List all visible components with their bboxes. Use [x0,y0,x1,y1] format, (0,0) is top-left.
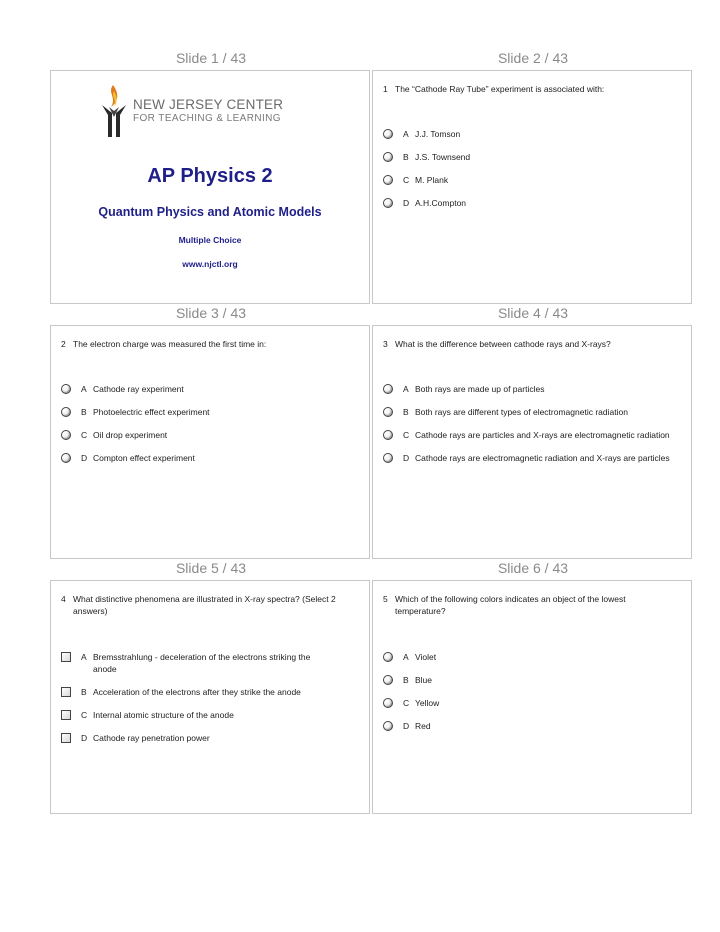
slide-label: Slide 2 / 43 [497,50,569,66]
option-text: J.S. Townsend [415,152,471,162]
checkbox-icon[interactable] [61,687,71,697]
option-text: Blue [415,675,433,685]
option-a[interactable] [61,651,359,675]
slide-1-title [50,70,370,304]
option-letter: C [81,430,88,440]
option-b[interactable] [61,686,359,698]
option-b[interactable] [383,406,681,418]
options-list [383,128,681,220]
option-letter: B [403,675,409,685]
option-text: Cathode rays are particles and X-rays are electromagnetic radiation [415,430,670,440]
option-d[interactable] [383,197,681,209]
option-letter: D [403,453,410,463]
option-letter: B [81,687,87,697]
option-text: Both rays are made up of particles [415,384,545,394]
radio-icon[interactable] [383,152,393,162]
option-a[interactable] [61,383,359,395]
logo-line-1: NEW JERSEY CENTER [133,97,284,112]
question-text: The “Cathode Ray Tube” experiment is associated with: [395,84,605,94]
question-text: What is the difference between cathode rays and X-rays? [395,339,611,349]
option-text: Bremsstrahlung - deceleration of the electrons striking the anode [93,652,311,674]
option-letter: A [81,384,87,394]
option-b[interactable] [61,406,359,418]
question-number: 3 [383,339,388,349]
option-a[interactable] [383,128,681,140]
option-letter: A [81,652,87,662]
slide-6 [372,580,692,814]
slide-label: Slide 3 / 43 [175,305,247,321]
question [383,338,681,350]
option-letter: D [403,721,410,731]
option-d[interactable] [383,720,681,732]
option-text: Yellow [415,698,440,708]
slide-label: Slide 6 / 43 [497,560,569,576]
option-text: M. Plank [415,175,449,185]
option-text: J.J. Tomson [415,129,461,139]
radio-icon[interactable] [61,453,71,463]
option-letter: A [403,129,409,139]
option-letter: C [403,430,410,440]
option-text: Cathode ray experiment [93,384,184,394]
radio-icon[interactable] [383,384,393,394]
radio-icon[interactable] [383,175,393,185]
website-link[interactable]: www.njctl.org [182,259,238,269]
option-letter: C [403,698,410,708]
slide-label: Slide 4 / 43 [497,305,569,321]
option-d[interactable] [383,452,681,464]
radio-icon[interactable] [383,198,393,208]
option-letter: A [403,384,409,394]
question [383,83,681,95]
logo-line-2: FOR TEACHING & LEARNING [133,113,281,124]
slide-4 [372,325,692,559]
options-list [383,651,681,743]
option-letter: D [81,733,88,743]
option-letter: A [403,652,409,662]
radio-icon[interactable] [383,675,393,685]
option-c[interactable] [61,709,359,721]
slide-label: Slide 1 / 43 [175,50,247,66]
njctl-logo [99,83,299,139]
radio-icon[interactable] [61,407,71,417]
question-number: 2 [61,339,66,349]
option-c[interactable] [61,429,359,441]
option-text: Cathode ray penetration power [93,733,210,743]
option-c[interactable] [383,174,681,186]
option-text: Oil drop experiment [93,430,168,440]
option-text: Cathode rays are electromagnetic radiation and X-rays are particles [415,453,670,463]
slide-5 [50,580,370,814]
option-text: Red [415,721,431,731]
question-text: What distinctive phenomena are illustrated in X-ray spectra? (Select 2 answers) [73,594,336,616]
option-letter: B [81,407,87,417]
page-subtitle: Quantum Physics and Atomic Models [98,205,322,219]
option-a[interactable] [383,383,681,395]
option-d[interactable] [61,732,359,744]
question [61,593,359,617]
radio-icon[interactable] [383,407,393,417]
option-letter: B [403,152,409,162]
checkbox-icon[interactable] [61,652,71,662]
radio-icon[interactable] [61,384,71,394]
option-text: Internal atomic structure of the anode [93,710,234,720]
options-list [383,383,681,475]
question-type: Multiple Choice [178,235,242,245]
question-number: 4 [61,594,66,604]
option-letter: C [81,710,88,720]
option-b[interactable] [383,674,681,686]
question-text: Which of the following colors indicates an object of the lowest temperature? [395,594,626,616]
option-text: Both rays are different types of electromagnetic radiation [415,407,628,417]
radio-icon[interactable] [383,430,393,440]
question [61,338,359,350]
slide-label: Slide 5 / 43 [175,560,247,576]
radio-icon[interactable] [61,430,71,440]
option-letter: C [403,175,410,185]
options-list [61,651,359,755]
slide-2 [372,70,692,304]
radio-icon[interactable] [383,453,393,463]
radio-icon[interactable] [383,129,393,139]
option-letter: D [81,453,88,463]
question-number: 5 [383,594,388,604]
checkbox-icon[interactable] [61,733,71,743]
checkbox-icon[interactable] [61,710,71,720]
option-c[interactable] [383,697,681,709]
option-text: Photoelectric effect experiment [93,407,210,417]
slide-3 [50,325,370,559]
radio-icon[interactable] [383,698,393,708]
question-text: The electron charge was measured the first time in: [73,339,267,349]
option-text: Acceleration of the electrons after they strike the anode [93,687,301,697]
radio-icon[interactable] [383,721,393,731]
option-letter: D [403,198,410,208]
question [383,593,681,617]
option-text: Compton effect experiment [93,453,195,463]
option-d[interactable] [61,452,359,464]
option-c[interactable] [383,429,681,441]
options-list [61,383,359,475]
option-a[interactable] [383,651,681,663]
option-text: Violet [415,652,437,662]
radio-icon[interactable] [383,652,393,662]
option-b[interactable] [383,151,681,163]
option-text: A.H.Compton [415,198,467,208]
question-number: 1 [383,84,388,94]
option-letter: B [403,407,409,417]
page-title: AP Physics 2 [147,165,273,187]
torch-icon [99,83,129,139]
